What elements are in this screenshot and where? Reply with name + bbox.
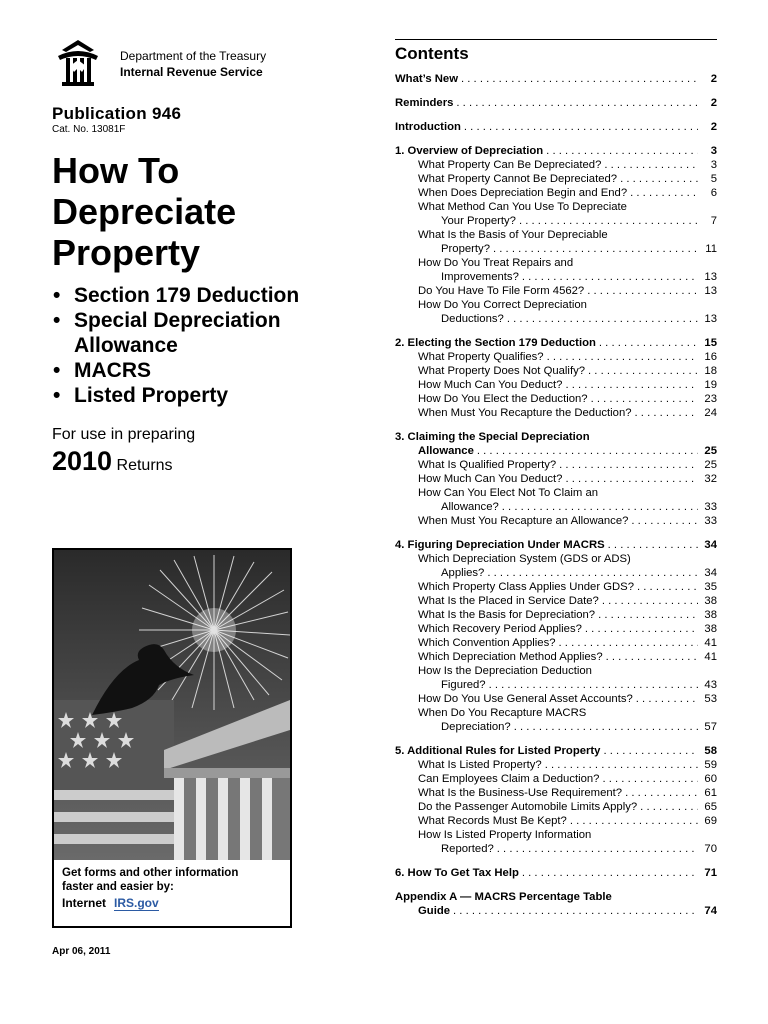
toc-entry-title: Which Convention Applies? bbox=[418, 637, 556, 649]
toc-subentry[interactable] bbox=[395, 242, 717, 256]
toc-entry-title: Depreciation? bbox=[441, 721, 511, 733]
catalog-number: Cat. No. 13081F bbox=[52, 124, 126, 135]
cover-photo-fireworks-flag-courthouse bbox=[54, 550, 290, 860]
toc-leader-dots bbox=[585, 622, 698, 636]
publication-number: Publication 946 bbox=[52, 104, 182, 123]
toc-entry-title: 5. Additional Rules for Listed Property bbox=[395, 745, 601, 757]
toc-entry-title: Which Property Class Applies Under GDS? bbox=[418, 581, 634, 593]
toc-entry-title: What Is Listed Property? bbox=[418, 759, 542, 771]
toc-entry-title: Which Recovery Period Applies? bbox=[418, 623, 582, 635]
toc-subentry-line: Which Depreciation System (GDS or ADS) bbox=[418, 553, 631, 565]
toc-subentry[interactable] bbox=[395, 350, 717, 364]
toc-leader-dots bbox=[636, 692, 698, 706]
internet-line bbox=[62, 896, 159, 910]
toc-page-number: 41 bbox=[704, 651, 717, 663]
toc-leader-dots bbox=[565, 378, 698, 392]
toc-leader-dots bbox=[631, 514, 698, 528]
toc-entry-title: How Much Can You Deduct? bbox=[418, 473, 563, 485]
department-block bbox=[120, 48, 266, 80]
toc-chapter-1[interactable] bbox=[395, 144, 717, 158]
toc-leader-dots bbox=[625, 786, 698, 800]
toc-page-number: 13 bbox=[704, 285, 717, 297]
toc-subentry[interactable] bbox=[395, 378, 717, 392]
toc-page-number: 38 bbox=[704, 623, 717, 635]
topic-bullet: • Listed Property bbox=[52, 383, 299, 408]
toc-leader-dots bbox=[599, 336, 698, 350]
toc-subentry[interactable] bbox=[395, 842, 717, 856]
toc-leader-dots bbox=[559, 458, 698, 472]
toc-page-number: 38 bbox=[704, 595, 717, 607]
toc-page-number: 58 bbox=[704, 745, 717, 757]
toc-page-number: 71 bbox=[704, 867, 717, 879]
toc-subentry-line: How Can You Elect Not To Claim an bbox=[418, 487, 599, 499]
toc-entry-title: What Is the Basis for Depreciation? bbox=[418, 609, 596, 621]
toc-subentry-line: What Method Can You Use To Depreciate bbox=[418, 201, 627, 213]
department-name: Department of the Treasury bbox=[120, 49, 267, 63]
toc-entry-title: What Is the Business-Use Requirement? bbox=[418, 787, 623, 799]
toc-subentry[interactable] bbox=[395, 758, 717, 772]
topic-bullet-line: Special Depreciation bbox=[74, 309, 281, 332]
toc-page-number: 2 bbox=[710, 97, 717, 109]
toc-entry-title: Can Employees Claim a Deduction? bbox=[418, 773, 600, 785]
toc-page-number: 34 bbox=[704, 567, 717, 579]
toc-entry-title: Allowance? bbox=[441, 501, 499, 513]
toc-entry-title: Deductions? bbox=[441, 313, 504, 325]
toc-leader-dots bbox=[570, 814, 698, 828]
toc-leader-dots bbox=[591, 392, 698, 406]
toc-page-number: 6 bbox=[710, 187, 717, 199]
toc-leader-dots bbox=[547, 350, 698, 364]
toc-entry-title: How Do You Use General Asset Accounts? bbox=[418, 693, 633, 705]
toc-page-number: 60 bbox=[704, 773, 717, 785]
toc-entry-title: When Does Depreciation Begin and End? bbox=[418, 187, 628, 199]
table-of-contents bbox=[395, 70, 717, 918]
toc-leader-dots bbox=[603, 744, 698, 758]
toc-subentry[interactable] bbox=[395, 406, 717, 420]
toc-subentry[interactable] bbox=[395, 678, 717, 692]
toc-leader-dots bbox=[497, 842, 698, 856]
toc-subentry[interactable] bbox=[395, 458, 717, 472]
toc-page-number: 13 bbox=[704, 313, 717, 325]
toc-page-number: 35 bbox=[704, 581, 717, 593]
toc-leader-dots bbox=[640, 800, 698, 814]
toc-chapter-4[interactable] bbox=[395, 538, 717, 552]
toc-subentry[interactable] bbox=[395, 270, 717, 284]
toc-entry-title: What Is the Placed in Service Date? bbox=[418, 595, 599, 607]
toc-page-number: 57 bbox=[704, 721, 717, 733]
toc-page-number: 23 bbox=[704, 393, 717, 405]
toc-leader-dots bbox=[637, 580, 698, 594]
toc-entry-title: What Is Qualified Property? bbox=[418, 459, 557, 471]
toc-leader-dots bbox=[604, 158, 698, 172]
toc-entry-title: When Must You Recapture an Allowance? bbox=[418, 515, 629, 527]
toc-subentry[interactable] bbox=[395, 580, 717, 594]
toc-entry-title: Do the Passenger Automobile Limits Apply? bbox=[418, 801, 638, 813]
toc-leader-dots bbox=[489, 678, 698, 692]
toc-subentry[interactable] bbox=[395, 772, 717, 786]
toc-subentry[interactable] bbox=[395, 158, 717, 172]
toc-chapter-3-line: 3. Claiming the Special Depreciation bbox=[395, 431, 590, 443]
toc-subentry[interactable] bbox=[395, 364, 717, 378]
toc-entry-title: Improvements? bbox=[441, 271, 519, 283]
toc-page-number: 5 bbox=[710, 173, 717, 185]
toc-subentry-line: What Is the Basis of Your Depreciable bbox=[418, 229, 608, 241]
toc-entry-title: 4. Figuring Depreciation Under MACRS bbox=[395, 539, 605, 551]
toc-entry-title: When Must You Recapture the Deduction? bbox=[418, 407, 632, 419]
toc-page-number: 70 bbox=[704, 843, 717, 855]
toc-subentry[interactable] bbox=[395, 594, 717, 608]
cover-image-box bbox=[52, 548, 292, 928]
publication-date: Apr 06, 2011 bbox=[52, 946, 111, 957]
toc-leader-dots bbox=[456, 96, 698, 110]
returns-label: Returns bbox=[116, 457, 173, 474]
toc-entry-title: 2. Electing the Section 179 Deduction bbox=[395, 337, 596, 349]
tax-year: 2010 bbox=[52, 446, 113, 476]
get-forms-text bbox=[62, 866, 272, 894]
toc-page-number: 11 bbox=[705, 243, 717, 255]
toc-entry-title: Reminders bbox=[395, 97, 454, 109]
for-use-text: For use in preparing bbox=[52, 426, 196, 443]
toc-page-number: 2 bbox=[710, 121, 717, 133]
toc-page-number: 32 bbox=[704, 473, 717, 485]
toc-entry-title: What’s New bbox=[395, 73, 458, 85]
toc-leader-dots bbox=[487, 566, 698, 580]
toc-entry-reminders[interactable] bbox=[395, 96, 717, 110]
toc-leader-dots bbox=[464, 120, 698, 134]
get-forms-line: Get forms and other information faster and easier by: bbox=[62, 867, 239, 893]
toc-page-number: 13 bbox=[704, 271, 717, 283]
toc-chapter-3[interactable] bbox=[395, 444, 717, 458]
toc-entry-introduction[interactable] bbox=[395, 120, 717, 134]
title-line: Depreciate bbox=[52, 191, 237, 232]
toc-entry-title: Do You Have To File Form 4562? bbox=[418, 285, 585, 297]
toc-page-number: 33 bbox=[704, 515, 717, 527]
toc-page-number: 61 bbox=[704, 787, 717, 799]
toc-page-number: 2 bbox=[710, 73, 717, 85]
toc-appendix-a-line: Appendix A — MACRS Percentage Table bbox=[395, 891, 612, 903]
title-line: How To bbox=[52, 150, 180, 191]
toc-subentry[interactable] bbox=[395, 692, 717, 706]
toc-leader-dots bbox=[519, 214, 698, 228]
topic-bullet: • Section 179 Deduction bbox=[52, 283, 299, 308]
toc-page-number: 25 bbox=[704, 459, 717, 471]
toc-page-number: 3 bbox=[710, 145, 717, 157]
toc-subentry[interactable] bbox=[395, 622, 717, 636]
toc-entry-title: What Property Does Not Qualify? bbox=[418, 365, 586, 377]
toc-subentry[interactable] bbox=[395, 720, 717, 734]
toc-subentry[interactable] bbox=[395, 186, 717, 200]
topic-bullet-list bbox=[52, 283, 299, 408]
topic-bullet bbox=[52, 308, 299, 358]
toc-leader-dots bbox=[461, 72, 698, 86]
irs-eagle-logo bbox=[52, 36, 104, 88]
toc-entry-title: Introduction bbox=[395, 121, 461, 133]
toc-entry-title: How Do You Elect the Deduction? bbox=[418, 393, 588, 405]
toc-subentry[interactable] bbox=[395, 172, 717, 186]
toc-leader-dots bbox=[598, 608, 698, 622]
toc-entry-title: Reported? bbox=[441, 843, 494, 855]
contents-title: Contents bbox=[395, 44, 469, 63]
toc-page-number: 34 bbox=[704, 539, 717, 551]
toc-leader-dots bbox=[608, 538, 698, 552]
toc-page-number: 3 bbox=[710, 159, 717, 171]
toc-subentry[interactable] bbox=[395, 814, 717, 828]
toc-entry-title: 6. How To Get Tax Help bbox=[395, 867, 519, 879]
toc-page-number: 69 bbox=[704, 815, 717, 827]
toc-entry-title: How Much Can You Deduct? bbox=[418, 379, 563, 391]
toc-subentry-line: When Do You Recapture MACRS bbox=[418, 707, 587, 719]
toc-subentry[interactable] bbox=[395, 608, 717, 622]
toc-chapter-6[interactable] bbox=[395, 866, 717, 880]
toc-leader-dots bbox=[522, 866, 698, 880]
toc-subentry[interactable] bbox=[395, 500, 717, 514]
toc-appendix-a[interactable] bbox=[395, 904, 717, 918]
toc-entry-title: Guide bbox=[418, 905, 451, 917]
toc-leader-dots bbox=[453, 904, 698, 918]
toc-leader-dots bbox=[514, 720, 698, 734]
toc-subentry-line: How Is Listed Property Information bbox=[418, 829, 592, 841]
toc-leader-dots bbox=[635, 406, 698, 420]
toc-subentry[interactable] bbox=[395, 566, 717, 580]
toc-page-number: 41 bbox=[704, 637, 717, 649]
toc-subentry-line: How Do You Treat Repairs and bbox=[418, 257, 574, 269]
toc-entry-title: 1. Overview of Depreciation bbox=[395, 145, 544, 157]
toc-page-number: 15 bbox=[704, 337, 717, 349]
toc-leader-dots bbox=[630, 186, 698, 200]
internet-label: Internet bbox=[62, 896, 107, 910]
toc-page-number: 43 bbox=[704, 679, 717, 691]
toc-entry-whats-new[interactable] bbox=[395, 72, 717, 86]
toc-subentry[interactable] bbox=[395, 312, 717, 326]
toc-page-number: 7 bbox=[710, 215, 717, 227]
toc-entry-title: What Property Can Be Depreciated? bbox=[418, 159, 602, 171]
toc-page-number: 16 bbox=[704, 351, 717, 363]
toc-entry-title: What Property Cannot Be Depreciated? bbox=[418, 173, 618, 185]
toc-leader-dots bbox=[522, 270, 698, 284]
toc-page-number: 25 bbox=[704, 445, 717, 457]
topic-bullet-line: Allowance bbox=[74, 334, 178, 357]
toc-leader-dots bbox=[477, 444, 698, 458]
toc-leader-dots bbox=[602, 772, 698, 786]
toc-page-number: 18 bbox=[704, 365, 717, 377]
toc-page-number: 53 bbox=[704, 693, 717, 705]
toc-subentry[interactable] bbox=[395, 800, 717, 814]
toc-entry-title: Figured? bbox=[441, 679, 486, 691]
title-line: Property bbox=[52, 232, 201, 273]
toc-page-number: 19 bbox=[704, 379, 717, 391]
toc-subentry[interactable] bbox=[395, 636, 717, 650]
toc-subentry[interactable] bbox=[395, 650, 717, 664]
toc-page-number: 65 bbox=[704, 801, 717, 813]
toc-leader-dots bbox=[602, 594, 698, 608]
toc-leader-dots bbox=[545, 758, 698, 772]
toc-chapter-5[interactable] bbox=[395, 744, 717, 758]
toc-leader-dots bbox=[620, 172, 698, 186]
toc-leader-dots bbox=[507, 312, 698, 326]
tax-year-line bbox=[52, 446, 173, 477]
toc-leader-dots bbox=[588, 364, 698, 378]
toc-leader-dots bbox=[546, 144, 698, 158]
toc-subentry[interactable] bbox=[395, 284, 717, 298]
toc-entry-title: What Property Qualifies? bbox=[418, 351, 544, 363]
document-title bbox=[52, 150, 236, 273]
toc-page-number: 38 bbox=[704, 609, 717, 621]
toc-subentry[interactable] bbox=[395, 214, 717, 228]
agency-name: Internal Revenue Service bbox=[120, 65, 263, 79]
toc-subentry[interactable] bbox=[395, 786, 717, 800]
toc-subentry[interactable] bbox=[395, 472, 717, 486]
toc-page-number: 33 bbox=[704, 501, 717, 513]
toc-entry-title: Allowance bbox=[418, 445, 474, 457]
toc-chapter-2[interactable] bbox=[395, 336, 717, 350]
toc-leader-dots bbox=[565, 472, 698, 486]
toc-subentry-line: How Is the Depreciation Deduction bbox=[418, 665, 592, 677]
toc-leader-dots bbox=[502, 500, 698, 514]
toc-entry-title: Your Property? bbox=[441, 215, 516, 227]
toc-subentry[interactable] bbox=[395, 514, 717, 528]
toc-leader-dots bbox=[606, 650, 698, 664]
topic-bullet: • MACRS bbox=[52, 358, 299, 383]
toc-page-number: 74 bbox=[704, 905, 717, 917]
toc-leader-dots bbox=[559, 636, 698, 650]
toc-page-number: 24 bbox=[704, 407, 717, 419]
contents-rule bbox=[395, 39, 717, 40]
toc-leader-dots bbox=[493, 242, 698, 256]
toc-entry-title: Applies? bbox=[441, 567, 485, 579]
toc-entry-title: Property? bbox=[441, 243, 490, 255]
toc-entry-title: What Records Must Be Kept? bbox=[418, 815, 567, 827]
toc-subentry-line: How Do You Correct Depreciation bbox=[418, 299, 587, 311]
toc-subentry[interactable] bbox=[395, 392, 717, 406]
toc-page-number: 59 bbox=[704, 759, 717, 771]
toc-leader-dots bbox=[587, 284, 698, 298]
irs-gov-link[interactable]: IRS.gov bbox=[114, 896, 159, 910]
toc-entry-title: Which Depreciation Method Applies? bbox=[418, 651, 603, 663]
